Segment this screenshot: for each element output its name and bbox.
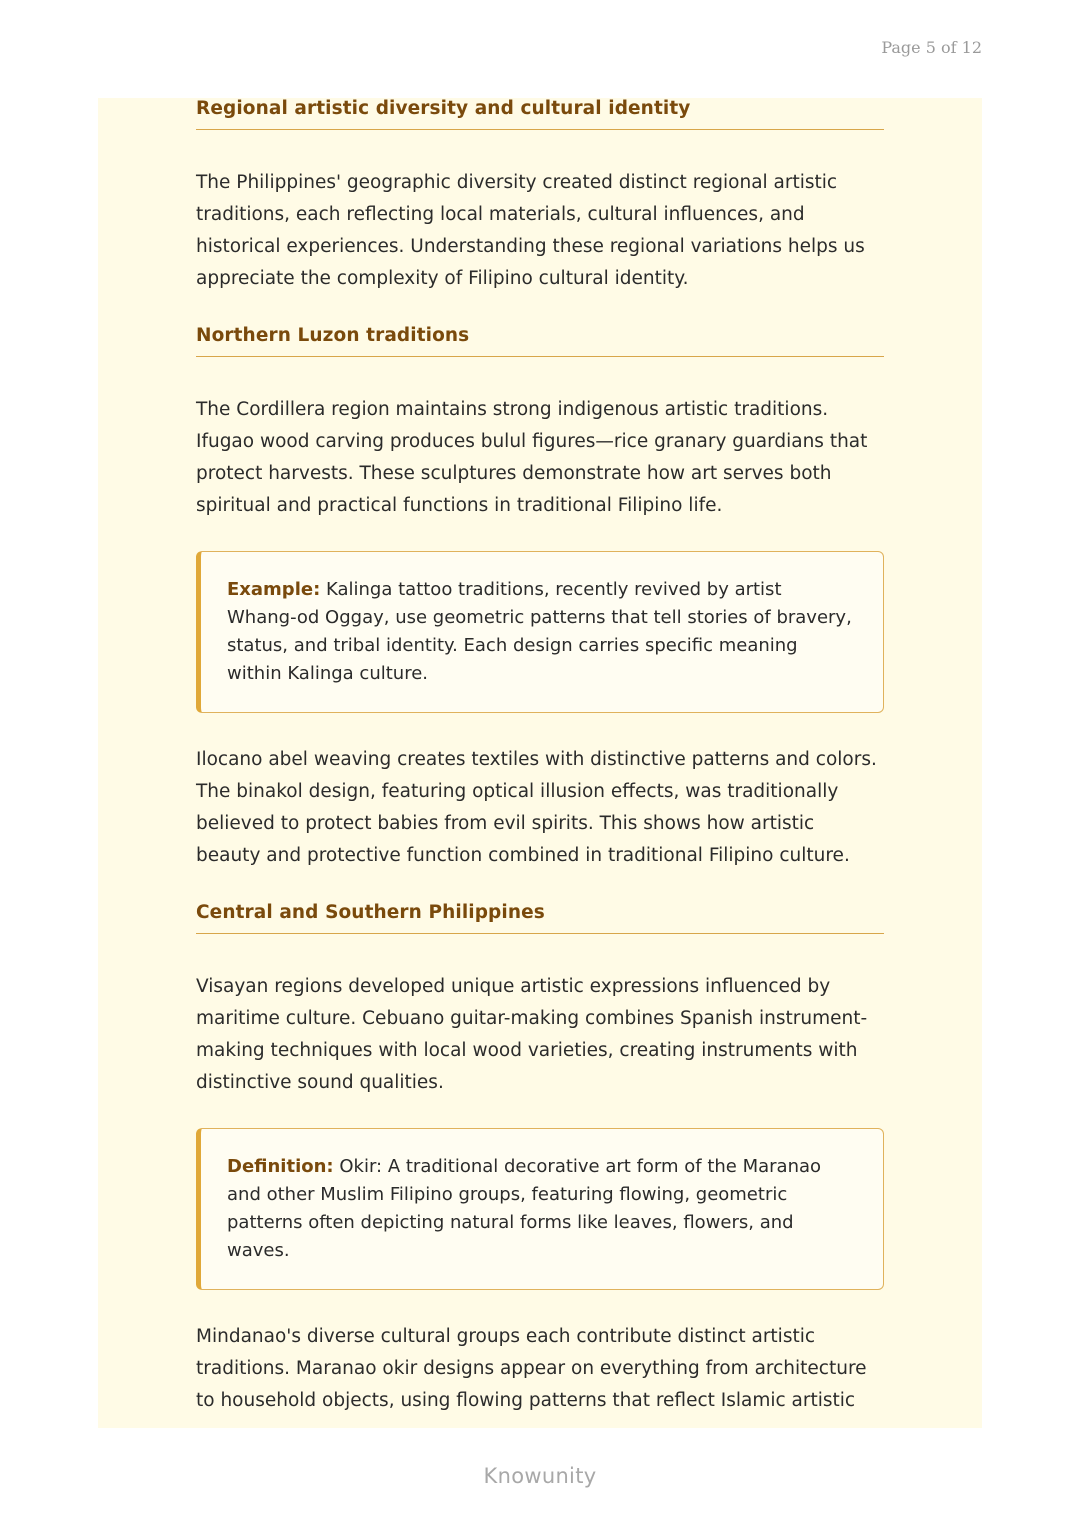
paragraph	[196, 1321, 884, 1417]
section-heading: Regional artistic diversity and cultural identity	[196, 98, 884, 130]
callout-body: Okir: A traditional decorative art form of the Maranao and other Muslim Filipino groups, featuring flowing, geometric patterns often depicting natural forms like leaves, flowers, and waves.	[227, 1156, 822, 1261]
footer-brand-logo: Knowunity	[483, 1464, 597, 1488]
paragraph-text: The Philippines' geographic diversity created distinct regional artistic traditions, each reflecting local materials, cultural influences, and historical experiences. Understanding these regional variations helps us appreciate the complexity of Filipino cultural identity.	[196, 172, 865, 289]
paragraph	[196, 971, 884, 1099]
callout-text	[227, 1153, 857, 1265]
definition-callout	[196, 1128, 884, 1290]
page-number: Page 5 of 12	[881, 38, 982, 57]
callout-box	[196, 1128, 884, 1290]
paragraph	[196, 167, 884, 295]
section-northern-luzon	[196, 325, 884, 357]
callout-body: Kalinga tattoo traditions, recently revived by artist Whang-od Oggay, use geometric patterns that tell stories of bravery, status, and tribal identity. Each design carries specific meaning within Kalinga culture.	[227, 579, 852, 684]
section-central-southern	[196, 902, 884, 934]
paragraph	[196, 744, 884, 872]
paragraph-text: Ilocano abel weaving creates textiles with distinctive patterns and colors. The binakol design, featuring optical illusion effects, was traditionally believed to protect babies from evil spirits. This shows how artistic beauty and protective function combined in traditional Filipino culture.	[196, 749, 877, 866]
paragraph-text: Mindanao's diverse cultural groups each contribute distinct artistic traditions. Maranao okir designs appear on everything from architecture to household objects, using flowing patterns that reflect Islamic artistic	[196, 1326, 867, 1411]
callout-label: Definition:	[227, 1156, 334, 1177]
section-regional-diversity	[196, 98, 884, 130]
paragraph	[196, 394, 884, 522]
section-heading: Northern Luzon traditions	[196, 325, 884, 357]
example-callout	[196, 551, 884, 713]
content-panel	[98, 98, 982, 1428]
section-heading: Central and Southern Philippines	[196, 902, 884, 934]
paragraph-text: Visayan regions developed unique artistic expressions influenced by maritime culture. Cebuano guitar-making combines Spanish instrument-making techniques with local wood varieties, creating instruments with distinctive sound qualities.	[196, 976, 868, 1093]
callout-box	[196, 551, 884, 713]
callout-text	[227, 576, 857, 688]
paragraph-text: The Cordillera region maintains strong indigenous artistic traditions. Ifugao wood carving produces bulul figures—rice granary guardians that protect harvests. These sculptures demonstrate how art serves both spiritual and practical functions in traditional Filipino life.	[196, 399, 868, 516]
callout-label: Example:	[227, 579, 321, 600]
